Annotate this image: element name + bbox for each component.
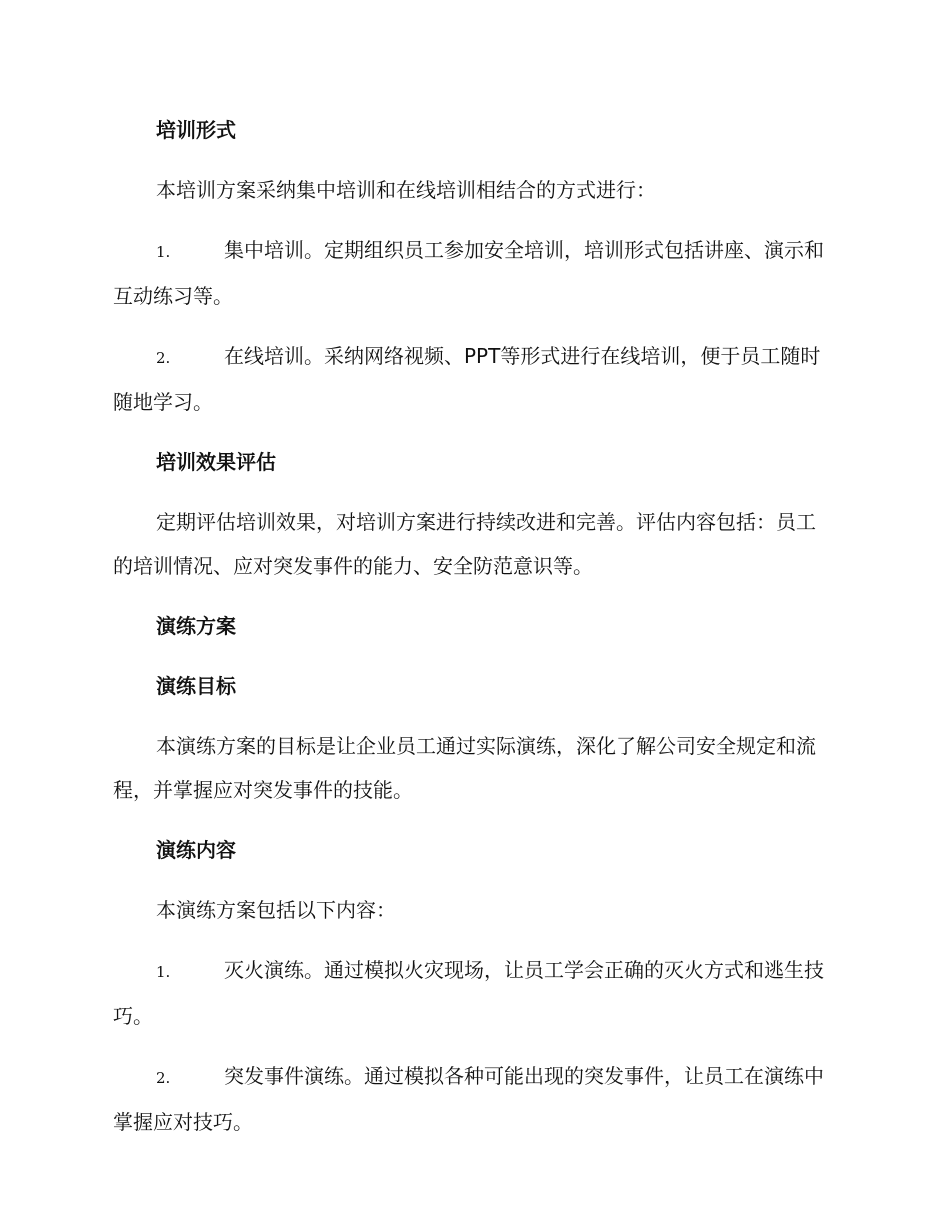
list-item-text: 灭火演练。通过模拟火灾现场，让员工学会正确的灭火方式和逃生技巧。	[113, 958, 824, 1028]
list-number: 1.	[156, 963, 171, 981]
list-item-text: 突发事件演练。通过模拟各种可能出现的突发事件，让员工在演练中掌握应对技巧。	[113, 1064, 824, 1134]
section-heading: 演练内容	[156, 838, 236, 862]
list-number: 1.	[156, 243, 171, 261]
paragraph: 本演练方案的目标是让企业员工通过实际演练，深化了解公司安全规定和流程，并掌握应对突发事件的技能。	[113, 734, 816, 802]
list-item-text: 集中培训。定期组织员工参加安全培训，培训形式包括讲座、演示和互动练习等。	[113, 238, 824, 308]
list-number: 2.	[156, 1069, 171, 1087]
list-item	[113, 334, 835, 424]
paragraph: 定期评估培训效果，对培训方案进行持续改进和完善。评估内容包括：员工的培训情况、应对突发事件的能力、安全防范意识等。	[113, 510, 816, 578]
section-heading: 演练目标	[156, 674, 236, 698]
section-heading: 培训形式	[156, 118, 236, 142]
list-item	[113, 1054, 835, 1144]
list-number: 2.	[156, 349, 171, 367]
paragraph: 本演练方案包括以下内容：	[156, 898, 396, 922]
section-heading: 培训效果评估	[156, 450, 276, 474]
document-body	[113, 108, 835, 1160]
paragraph: 本培训方案采纳集中培训和在线培训相结合的方式进行：	[156, 178, 656, 202]
list-item-text: 在线培训。采纳网络视频、PPT等形式进行在线培训，便于员工随时随地学习。	[113, 344, 821, 414]
list-item	[113, 228, 835, 318]
section-heading: 演练方案	[156, 614, 236, 638]
list-item	[113, 948, 835, 1038]
